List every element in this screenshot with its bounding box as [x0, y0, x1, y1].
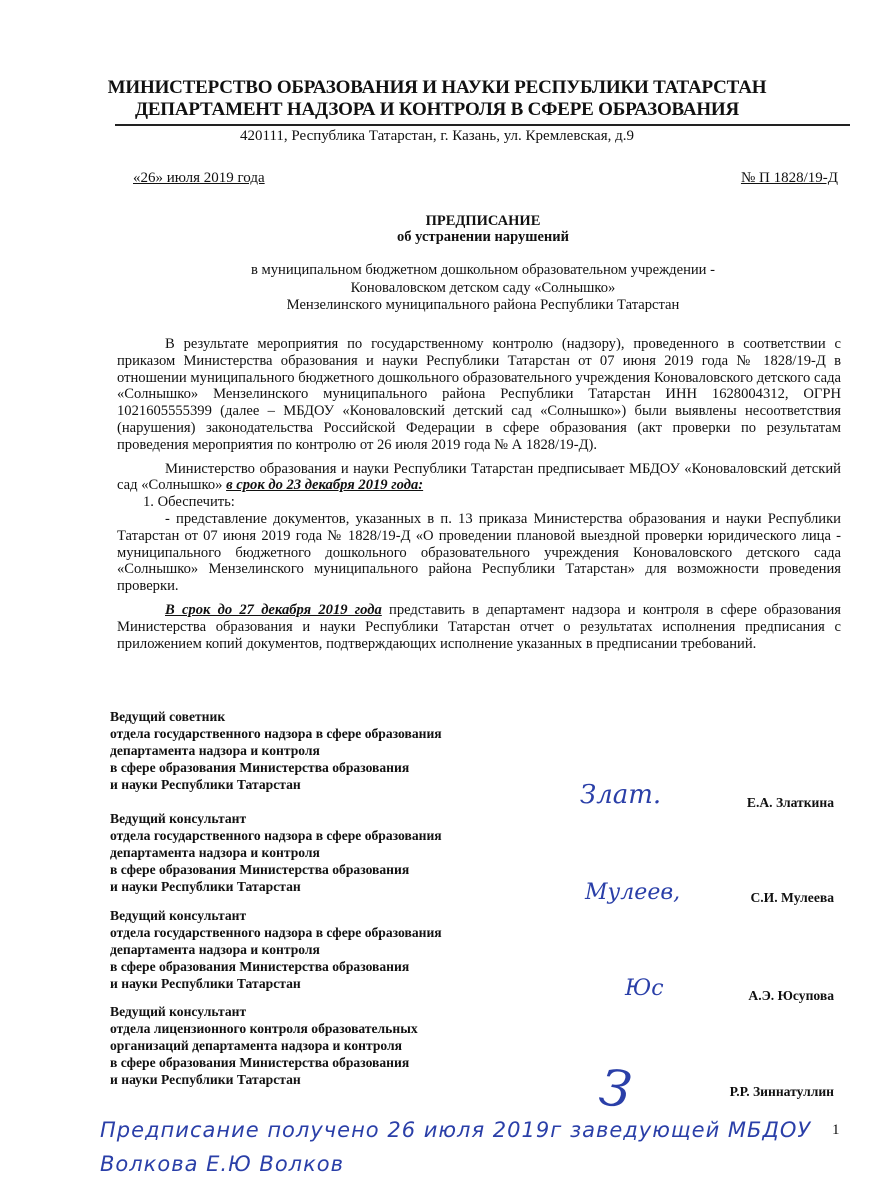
address: 420111, Республика Татарстан, г. Казань, ул. Кремлевская, д.9 — [240, 128, 634, 144]
signatory-position: отдела государственного надзора в сфере образования — [110, 925, 442, 940]
paragraph-report — [117, 602, 841, 652]
subject-line: в муниципальном бюджетном дошкольном образовательном учреждении - — [250, 262, 716, 278]
signatory-position: Ведущий консультант — [110, 908, 247, 923]
order-text: Министерство образования и науки Республики Татарстан предписывает МБДОУ «Коноваловский детский сад «Солнышко» — [117, 460, 841, 494]
signatory-name: Е.А. Златкина — [746, 795, 834, 810]
signatory-name: С.И. Мулеева — [750, 890, 834, 905]
signatory-position: Ведущий консультант — [110, 811, 247, 826]
signatory-block — [110, 708, 530, 793]
signatory-position: департамента надзора и контроля — [110, 845, 320, 860]
signatory-position: и науки Республики Татарстан — [110, 777, 301, 792]
signature: Мулеев, — [585, 880, 681, 905]
ministry-title: МИНИСТЕРСТВО ОБРАЗОВАНИЯ И НАУКИ РЕСПУБЛИКИ ТАТАРСТАН — [107, 77, 767, 98]
signatory-name: Р.Р. Зиннатуллин — [729, 1084, 834, 1099]
item-1-text: - представление документов, указанных в п. 13 приказа Министерства образования и науки Республики Татарстан от 07 июня 2019 года № 1828/19-Д «О проведении плановой выездной проверки юридического лица - муниципального бюджетного дошкольного образовательного учреждения Коноваловского детского сада «Солнышко» Мензелинского муниципального района Республики Татарстан» для возможности проведения проверки. — [117, 510, 841, 595]
subject-block — [0, 262, 874, 315]
signatory-position: отдела государственного надзора в сфере образования — [110, 726, 442, 741]
signatory-position: департамента надзора и контроля — [110, 743, 320, 758]
signatory-position: организаций департамента надзора и контроля — [110, 1038, 402, 1053]
department-title: ДЕПАРТАМЕНТ НАДЗОРА И КОНТРОЛЯ В СФЕРЕ ОБРАЗОВАНИЯ — [134, 99, 740, 120]
handwritten-receipt-signature: Волкова Е.Ю Волков — [100, 1152, 345, 1176]
subject-line: Мензелинского муниципального района Республики Татарстан — [286, 297, 680, 313]
paragraph-findings: В результате мероприятия по государственному контролю (надзору), проведенного в соответствии с приказом Министерства образования и науки Республики Татарстан от 07 июня 2019 года № 1828/19-Д в отношении муниципального бюджетного дошкольного образовательного учреждения Коноваловского детского сада «Солнышко» Мензелинского муниципального района Республики Татарстан ИНН 1628004312, ОГРН 1021605555399 (далее – МБДОУ «Коноваловский детский сад «Солнышко») были выявлены несоответствия (нарушения) законодательства Российской Федерации в сфере образования (акт проверки по результатам проведения мероприятия по контролю от 26 июля 2019 года № А 1828/19-Д). — [117, 336, 841, 453]
signature: Злат. — [580, 780, 662, 810]
signatory-position: Ведущий консультант — [110, 1004, 247, 1019]
signatory-block — [110, 810, 530, 895]
signatory-position: и науки Республики Татарстан — [110, 976, 301, 991]
signatory-name: А.Э. Юсупова — [748, 988, 834, 1003]
signatory-position: отдела государственного надзора в сфере образования — [110, 828, 442, 843]
page-number: 1 — [832, 1122, 840, 1138]
signatory-position: в сфере образования Министерства образования — [110, 1055, 410, 1070]
header-divider — [115, 124, 850, 126]
handwritten-receipt-note: Предписание получено 26 июля 2019г заведующей МБДОУ — [100, 1118, 812, 1142]
paragraph-order — [117, 461, 841, 495]
signatory-position: в сфере образования Министерства образования — [110, 760, 410, 775]
signatory-position: и науки Республики Татарстан — [110, 879, 301, 894]
document-number: № П 1828/19-Д — [740, 170, 838, 186]
signatory-position: в сфере образования Министерства образования — [110, 959, 410, 974]
body-text — [117, 336, 841, 652]
signature: З — [596, 1058, 636, 1120]
signatory-block — [110, 907, 530, 992]
document-subtitle: об устранении нарушений — [397, 229, 569, 245]
signatory-block — [110, 1003, 530, 1088]
signatory-position: отдела лицензионного контроля образовательных — [110, 1021, 418, 1036]
document-title: ПРЕДПИСАНИЕ — [425, 213, 541, 229]
signatory-position: в сфере образования Министерства образования — [110, 862, 410, 877]
signatory-position: Ведущий советник — [110, 709, 226, 724]
report-text: представить в департамент надзора и контроля в сфере образования Министерства образования и науки Республики Татарстан отчет о результатах исполнения предписания с приложением копий документов, подтверждающих исполнение указанных в предписании требований. — [117, 601, 842, 652]
report-deadline: В срок до 27 декабря 2019 года — [165, 601, 382, 618]
signatory-position: и науки Республики Татарстан — [110, 1072, 301, 1087]
order-deadline: в срок до 23 декабря 2019 года: — [226, 477, 424, 494]
subject-line: Коноваловском детском саду «Солнышко» — [350, 279, 616, 296]
signature: Юс — [625, 976, 664, 1001]
signatory-position: департамента надзора и контроля — [110, 942, 320, 957]
item-1: 1. Обеспечить: — [143, 494, 235, 511]
document-date: «26» июля 2019 года — [133, 170, 265, 186]
